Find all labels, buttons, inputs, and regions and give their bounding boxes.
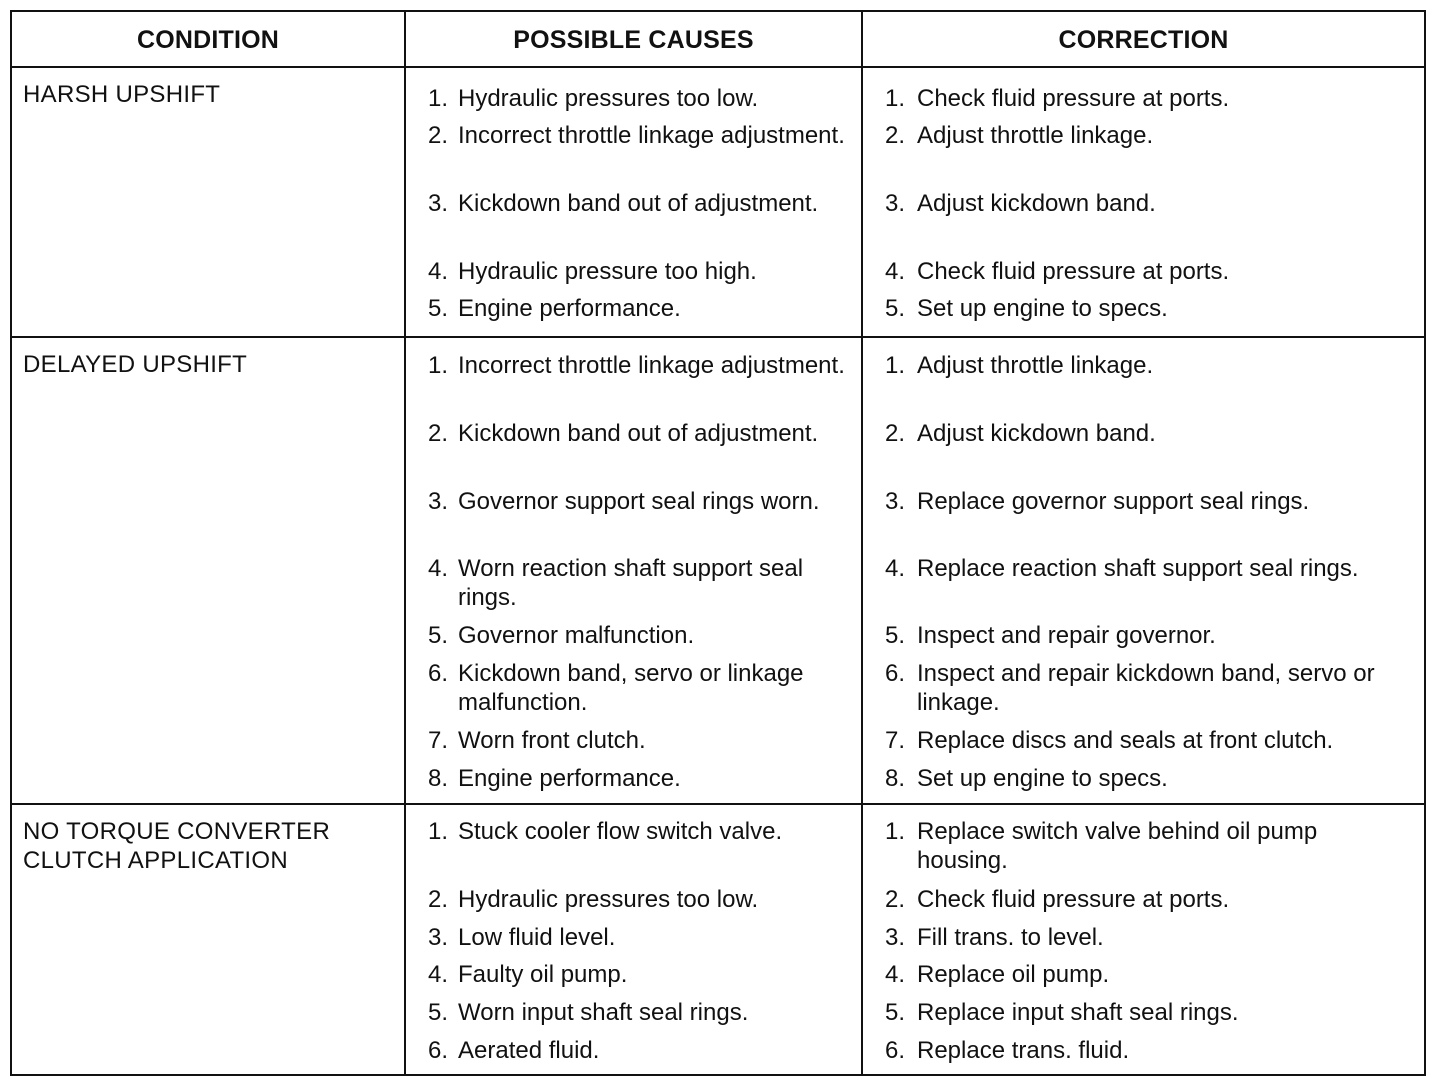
item-text: Adjust throttle linkage.: [917, 122, 1154, 149]
item-text: Aerated fluid.: [458, 1037, 600, 1064]
item-text: Hydraulic pressures too low.: [458, 886, 759, 913]
item-text: Engine performance.: [458, 765, 681, 792]
condition-cell: [12, 68, 404, 336]
item-number: 4.: [885, 555, 906, 582]
item-number: 3.: [885, 488, 906, 515]
item-text: Incorrect throttle linkage adjustment.: [458, 122, 845, 149]
diagnosis-table: [10, 10, 1426, 1076]
item-number: 4.: [885, 258, 906, 285]
item-number: 5.: [428, 622, 449, 649]
item-text: Replace oil pump.: [917, 961, 1110, 988]
item-text: Hydraulic pressures too low.: [458, 85, 759, 112]
item-number: 2.: [428, 420, 449, 447]
condition-cell: [12, 805, 404, 1074]
item-text: Replace input shaft seal rings.: [917, 999, 1239, 1026]
item-text: Fill trans. to level.: [917, 924, 1104, 951]
item-number: 5.: [885, 622, 906, 649]
item-number: 2.: [428, 886, 449, 913]
item-text: Low fluid level.: [458, 924, 616, 951]
item-text: Set up engine to specs.: [917, 295, 1168, 322]
item-number: 1.: [885, 352, 906, 379]
causes-cell: [404, 338, 861, 803]
item-text: Engine performance.: [458, 295, 681, 322]
item-number: 3.: [885, 190, 906, 217]
item-number: 7.: [428, 727, 449, 754]
item-number: 3.: [428, 924, 449, 951]
item-number: 8.: [885, 765, 906, 792]
item-text: Hydraulic pressure too high.: [458, 258, 757, 285]
item-number: 5.: [428, 295, 449, 322]
item-text: Set up engine to specs.: [917, 765, 1168, 792]
item-text: Replace governor support seal rings.: [917, 488, 1310, 515]
header-possible-causes: POSSIBLE CAUSES: [404, 12, 861, 66]
item-text: Governor malfunction.: [458, 622, 695, 649]
item-number: 5.: [428, 999, 449, 1026]
item-number: 8.: [428, 765, 449, 792]
item-number: 6.: [428, 1037, 449, 1064]
header-correction: CORRECTION: [861, 12, 1424, 66]
item-number: 7.: [885, 727, 906, 754]
item-number: 1.: [428, 352, 449, 379]
item-number: 1.: [885, 818, 906, 845]
item-number: 6.: [428, 660, 449, 687]
corrections-cell: [861, 68, 1424, 336]
item-number: 1.: [428, 818, 449, 845]
item-text: Faulty oil pump.: [458, 961, 628, 988]
item-number: 5.: [885, 295, 906, 322]
item-text: Check fluid pressure at ports.: [917, 85, 1230, 112]
condition-text: NO TORQUE CONVERTER CLUTCH APPLICATION: [23, 818, 331, 874]
table-row-delayed-upshift: [12, 336, 1424, 803]
item-number: 4.: [885, 961, 906, 988]
item-number: 6.: [885, 660, 906, 687]
item-text: Incorrect throttle linkage adjustment.: [458, 352, 845, 379]
item-text: Worn reaction shaft support seal rings.: [458, 555, 804, 611]
item-text: Check fluid pressure at ports.: [917, 258, 1230, 285]
item-text: Kickdown band out of adjustment.: [458, 190, 819, 217]
corrections-cell: [861, 338, 1424, 803]
item-text: Adjust kickdown band.: [917, 190, 1156, 217]
condition-cell: [12, 338, 404, 803]
item-text: Replace switch valve behind oil pump housing.: [917, 818, 1318, 874]
item-number: 6.: [885, 1037, 906, 1064]
item-number: 2.: [885, 122, 906, 149]
item-text: Replace discs and seals at front clutch.: [917, 727, 1334, 754]
header-row: [12, 12, 1424, 66]
item-text: Inspect and repair kickdown band, servo or linkage.: [917, 660, 1375, 716]
item-text: Replace reaction shaft support seal rings.: [917, 555, 1359, 582]
condition-text: HARSH UPSHIFT: [23, 81, 221, 108]
item-number: 3.: [885, 924, 906, 951]
item-text: Worn input shaft seal rings.: [458, 999, 749, 1026]
item-number: 1.: [885, 85, 906, 112]
corrections-cell: [861, 805, 1424, 1074]
condition-text: DELAYED UPSHIFT: [23, 351, 248, 378]
item-number: 3.: [428, 488, 449, 515]
item-text: Replace trans. fluid.: [917, 1037, 1130, 1064]
item-number: 4.: [428, 961, 449, 988]
item-number: 4.: [428, 258, 449, 285]
table-row-no-torque-converter: [12, 803, 1424, 1074]
item-number: 5.: [885, 999, 906, 1026]
item-text: Adjust throttle linkage.: [917, 352, 1154, 379]
item-text: Kickdown band out of adjustment.: [458, 420, 819, 447]
item-text: Kickdown band, servo or linkage malfunction.: [458, 660, 804, 716]
header-condition: CONDITION: [136, 26, 280, 54]
item-number: 2.: [885, 420, 906, 447]
item-text: Inspect and repair governor.: [917, 622, 1216, 649]
causes-cell: [404, 68, 861, 336]
item-text: Adjust kickdown band.: [917, 420, 1156, 447]
item-number: 4.: [428, 555, 449, 582]
item-text: Check fluid pressure at ports.: [917, 886, 1230, 913]
causes-cell: [404, 805, 861, 1074]
item-number: 1.: [428, 85, 449, 112]
item-number: 2.: [428, 122, 449, 149]
item-text: Worn front clutch.: [458, 727, 646, 754]
item-number: 3.: [428, 190, 449, 217]
item-text: Governor support seal rings worn.: [458, 488, 820, 515]
table-row-harsh-upshift: [12, 66, 1424, 336]
item-text: Stuck cooler flow switch valve.: [458, 818, 783, 845]
item-number: 2.: [885, 886, 906, 913]
